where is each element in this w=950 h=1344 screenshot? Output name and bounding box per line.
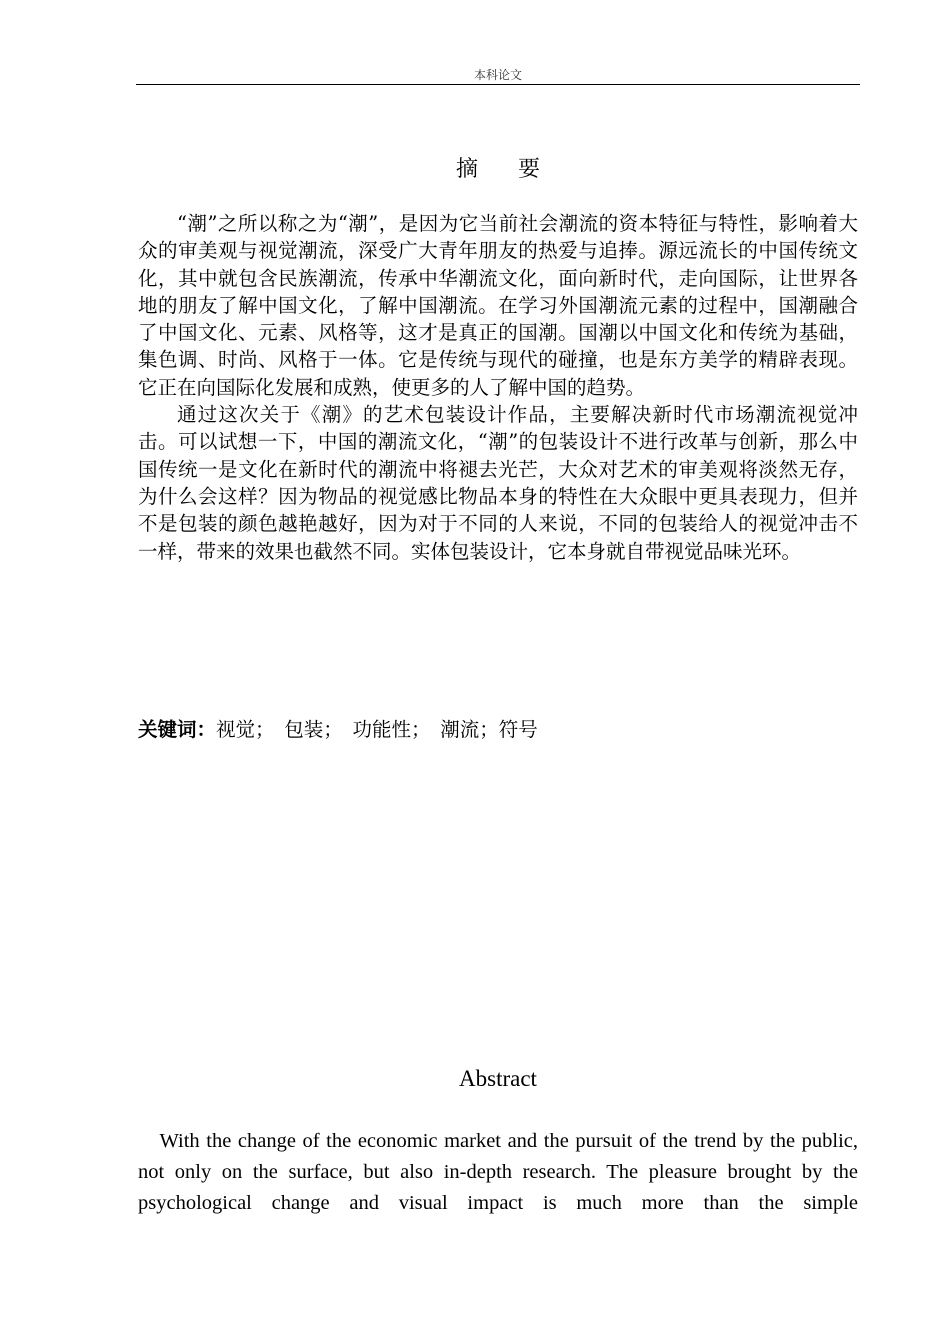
keywords-label: 关键词： xyxy=(138,718,217,741)
header-title: 本科论文 xyxy=(473,68,522,82)
keywords-line xyxy=(138,716,858,743)
keywords-list: 视觉； 包装； 功能性； 潮流；符号 xyxy=(216,718,538,741)
english-abstract-title: Abstract xyxy=(459,1066,537,1091)
english-abstract-paragraph: With the change of the economic market and the pursuit of the trend by the public, not only on the surface, but also in-depth research. The pleasure brought by the psychological change and visual impact is much more than the simple xyxy=(138,1130,858,1214)
chinese-abstract-title: 摘要 xyxy=(455,157,580,182)
page-header xyxy=(136,64,860,85)
chinese-abstract-paragraph-1: “潮”之所以称之为“潮”，是因为它当前社会潮流的资本特征与特性，影响着大众的审美观与视觉潮流，深受广大青年朋友的热爱与追捧。源远流长的中国传统文化，其中就包含民族潮流，传承中华潮流文化，面向新时代，走向国际，让世界各地的朋友了解中国文化，了解中国潮流。在学习外国潮流元素的过程中，国潮融合了中国文化、元素、风格等，这才是真正的国潮。国潮以中国文化和传统为基础，集色调、时尚、风格于一体。它是传统与现代的碰撞，也是东方美学的精辟表现。它正在向国际化发展和成熟，使更多的人了解中国的趋势。 xyxy=(138,212,858,399)
chinese-abstract-body xyxy=(138,210,858,565)
chinese-abstract-paragraph-2: 通过这次关于《潮》的艺术包装设计作品，主要解决新时代市场潮流视觉冲击。可以试想一下，中国的潮流文化，“潮”的包装设计不进行改革与创新，那么中国传统一是文化在新时代的潮流中将褪去光芒，大众对艺术的审美观将淡然无存，为什么会这样？因为物品的视觉感比物品本身的特性在大众眼中更具表现力，但并不是包装的颜色越艳越好，因为对于不同的人来说，不同的包装给人的视觉冲击不一样，带来的效果也截然不同。实体包装设计，它本身就自带视觉品味光环。 xyxy=(138,403,858,563)
english-abstract-body xyxy=(138,1126,858,1219)
